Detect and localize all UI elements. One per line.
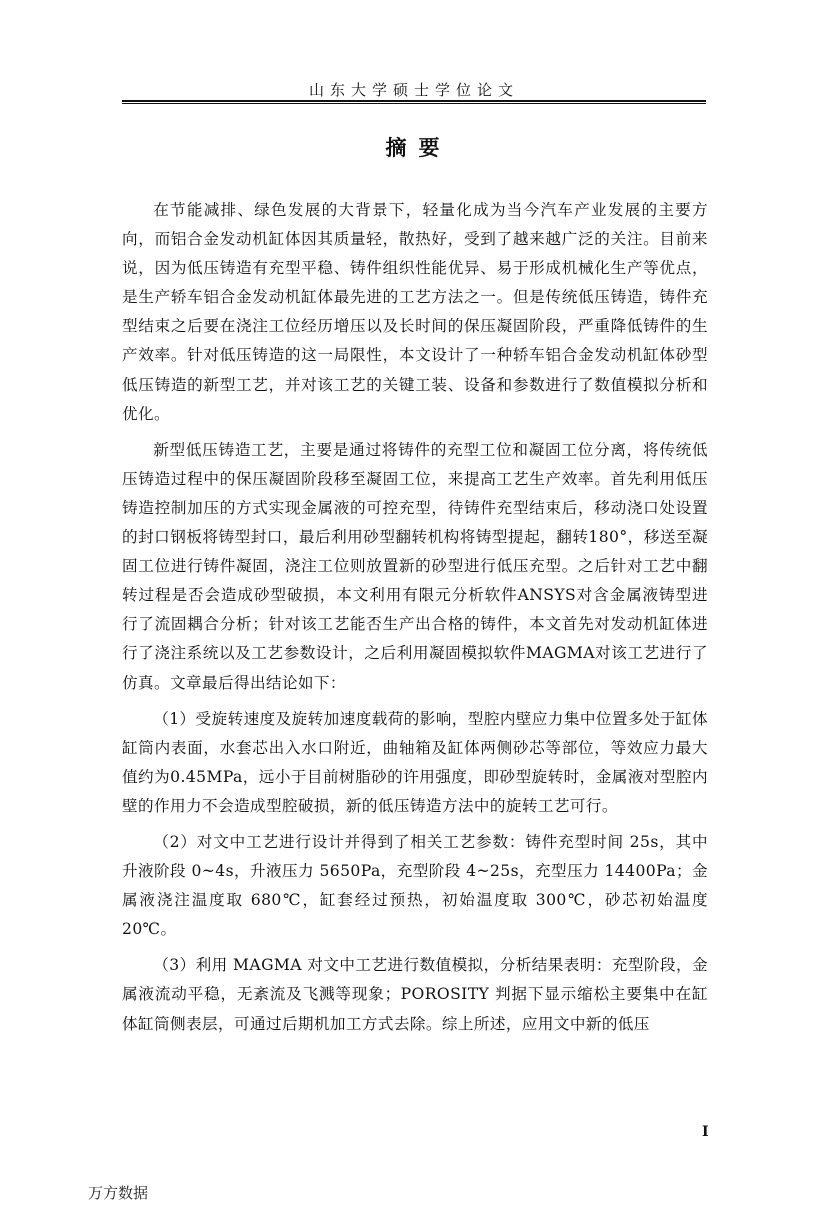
abstract-body <box>122 196 708 1046</box>
conclusion-item-1: （1）受旋转速度及旋转加速度载荷的影响，型腔内壁应力集中位置多处于缸体缸筒内表面，水套芯出入水口附近，曲轴箱及缸体两侧砂芯等部位，等效应力最大值约为0.45MPa，远小于目前树脂砂的许用强度，即砂型旋转时，金属液对型腔内壁的作用力不会造成型腔破损，新的低压铸造方法中的旋转工艺可行。 <box>122 709 708 815</box>
page-number: I <box>702 1124 709 1140</box>
paragraph-process: 新型低压铸造工艺，主要是通过将铸件的充型工位和凝固工位分离，将传统低压铸造过程中的保压凝固阶段移至凝固工位，来提高工艺生产效率。首先利用低压铸造控制加压的方式实现金属液的可控充型，待铸件充型结束后，移动浇口处设置的封口钢板将铸型封口，最后利用砂型翻转机构将铸型提起，翻转180°，移送至凝固工位进行铸件凝固，浇注工位则放置新的砂型进行低压充型。之后针对工艺中翻转过程是否会造成砂型破损，本文利用有限元分析软件ANSYS对含金属液铸型进行了流固耦合分析；针对该工艺能否生产出合格的铸件，本文首先对发动机缸体进行了浇注系统以及工艺参数设计，之后利用凝固模拟软件MAGMA对该工艺进行了仿真。文章最后得出结论如下： <box>122 440 708 692</box>
conclusion-item-2: （2）对文中工艺进行设计并得到了相关工艺参数：铸件充型时间 25s，其中升液阶段 0~4s，升液压力 5650Pa，充型阶段 4~25s，充型压力 14400Pa；金属液浇注温度取 680℃，缸套经过预热，初始温度取 300℃，砂芯初始温度 20℃。 <box>122 832 708 939</box>
watermark-text: 万方数据 <box>88 1184 149 1202</box>
paragraph-intro: 在节能减排、绿色发展的大背景下，轻量化成为当今汽车产业发展的主要方向，而铝合金发动机缸体因其质量轻，散热好，受到了越来越广泛的关注。目前来说，因为低压铸造有充型平稳、铸件组织性能优异、易于形成机械化生产等优点，是生产轿车铝合金发动机缸体最先进的工艺方法之一。但是传统低压铸造，铸件充型结束之后要在浇注工位经历增压以及长时间的保压凝固阶段，严重降低铸件的生产效率。针对低压铸造的这一局限性，本文设计了一种轿车铝合金发动机缸体砂型低压铸造的新型工艺，并对该工艺的关键工装、设备和参数进行了数值模拟分析和优化。 <box>122 201 708 423</box>
header-rule <box>122 100 706 102</box>
conclusion-item-3: （3）利用 MAGMA 对文中工艺进行数值模拟，分析结果表明：充型阶段，金属液流动平稳，无紊流及飞溅等现象；POROSITY 判据下显示缩松主要集中在缸体缸筒侧表层，可通过后期机加工方式去除。综上所述，应用文中新的低压 <box>122 956 708 1033</box>
running-header <box>122 79 706 105</box>
page-title: 摘要 <box>385 136 452 160</box>
header-text: 山东大学硕士学位论文 <box>303 81 525 99</box>
header-rule-thin <box>122 103 706 104</box>
